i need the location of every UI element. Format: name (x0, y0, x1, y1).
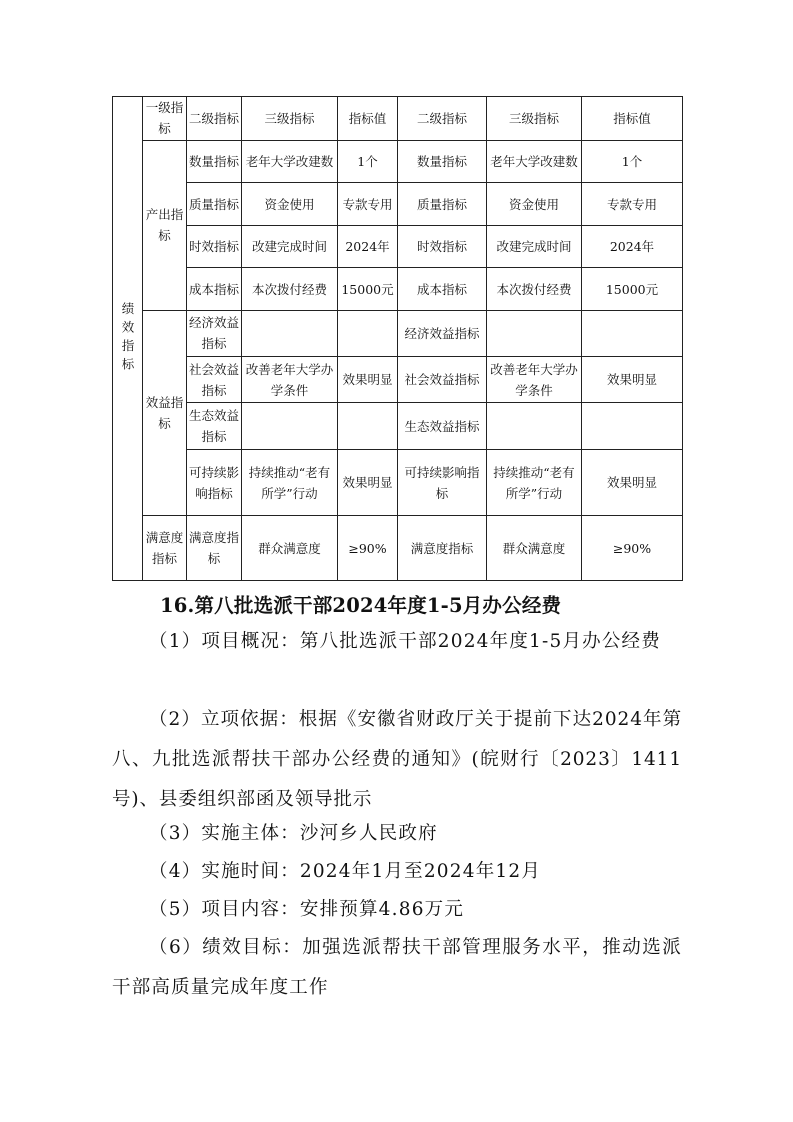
table-row (113, 311, 683, 357)
implementing-body-paragraph: （3）实施主体：沙河乡人民政府 (149, 823, 438, 844)
table-cell: 时效指标 (187, 225, 242, 268)
table-cell: 改建完成时间 (242, 225, 338, 268)
table-header-row (113, 97, 683, 141)
table-cell (582, 311, 683, 357)
table-cell (242, 403, 338, 450)
table-cell: 群众满意度 (242, 516, 338, 581)
table-cell: 效果明显 (582, 450, 683, 516)
header-cell: 三级指标 (487, 97, 582, 141)
table-cell (582, 403, 683, 450)
table-row (113, 140, 683, 183)
table-cell: 资金使用 (487, 183, 582, 226)
table-cell: 社会效益指标 (187, 356, 242, 403)
table-cell: ≥90% (582, 516, 683, 581)
output-indicator-group: 产出指标 (143, 140, 187, 310)
table-cell: 效果明显 (582, 356, 683, 403)
benefit-indicator-group: 效益指标 (143, 311, 187, 516)
header-cell: 二级指标 (398, 97, 487, 141)
satisfaction-indicator-group: 满意度指标 (143, 516, 187, 581)
table-cell: ≥90% (338, 516, 398, 581)
table-cell: 本次拨付经费 (242, 268, 338, 311)
table-cell: 效果明显 (338, 450, 398, 516)
table-cell: 满意度指标 (187, 516, 242, 581)
table-cell: 15000元 (582, 268, 683, 311)
table-cell: 质量指标 (187, 183, 242, 226)
table-cell: 群众满意度 (487, 516, 582, 581)
table-cell: 资金使用 (242, 183, 338, 226)
table-row (113, 450, 683, 516)
table-row (113, 516, 683, 581)
table-cell: 经济效益指标 (187, 311, 242, 357)
table-cell: 持续推动“老有所学”行动 (487, 450, 582, 516)
table-cell: 生态效益指标 (398, 403, 487, 450)
table-cell: 成本指标 (187, 268, 242, 311)
project-overview-paragraph: （1）项目概况：第八批选派干部2024年度1-5月办公经费 (149, 631, 661, 652)
table-row (113, 183, 683, 226)
table-cell: 持续推动“老有所学”行动 (242, 450, 338, 516)
table-cell: 1个 (582, 140, 683, 183)
performance-indicator-table (112, 96, 683, 581)
header-cell: 二级指标 (187, 97, 242, 141)
table-cell: 社会效益指标 (398, 356, 487, 403)
table-cell: 数量指标 (398, 140, 487, 183)
table-cell: 数量指标 (187, 140, 242, 183)
table-cell: 2024年 (338, 225, 398, 268)
performance-goal-paragraph: （6）绩效目标：加强选派帮扶干部管理服务水平，推动选派干部高质量完成年度工作 (112, 937, 682, 998)
table-cell: 2024年 (582, 225, 683, 268)
table-cell (338, 403, 398, 450)
table-cell (487, 403, 582, 450)
table-row (113, 268, 683, 311)
table-cell: 经济效益指标 (398, 311, 487, 357)
performance-indicator-label: 绩效指标 (113, 97, 143, 581)
table-cell (338, 311, 398, 357)
table-cell: 专款专用 (338, 183, 398, 226)
table-cell: 可持续影响指标 (187, 450, 242, 516)
table-cell: 15000元 (338, 268, 398, 311)
table-cell: 效果明显 (338, 356, 398, 403)
table-cell: 可持续影响指标 (398, 450, 487, 516)
table-row (113, 356, 683, 403)
table-cell: 老年大学改建数 (487, 140, 582, 183)
table-cell: 本次拨付经费 (487, 268, 582, 311)
table-row (113, 225, 683, 268)
project-basis-paragraph: （2）立项依据：根据《安徽省财政厅关于提前下达2024年第八、九批选派帮扶干部办公经费的通知》(皖财行〔2023〕1411号)、县委组织部函及领导批示 (112, 709, 682, 810)
table-cell: 1个 (338, 140, 398, 183)
table-row (113, 403, 683, 450)
table-cell: 老年大学改建数 (242, 140, 338, 183)
table-cell: 改善老年大学办学条件 (242, 356, 338, 403)
header-cell: 指标值 (582, 97, 683, 141)
table-cell: 质量指标 (398, 183, 487, 226)
table-cell: 专款专用 (582, 183, 683, 226)
table-cell: 生态效益指标 (187, 403, 242, 450)
table-cell: 改善老年大学办学条件 (487, 356, 582, 403)
header-cell: 指标值 (338, 97, 398, 141)
table-cell: 成本指标 (398, 268, 487, 311)
header-cell: 一级指标 (143, 97, 187, 141)
table-cell (242, 311, 338, 357)
table-cell: 时效指标 (398, 225, 487, 268)
table-cell: 改建完成时间 (487, 225, 582, 268)
table-cell (487, 311, 582, 357)
table-cell: 满意度指标 (398, 516, 487, 581)
header-cell: 三级指标 (242, 97, 338, 141)
project-content-paragraph: （5）项目内容：安排预算4.86万元 (149, 899, 465, 920)
implementation-period-paragraph: （4）实施时间：2024年1月至2024年12月 (149, 861, 542, 882)
section-title: 16.第八批选派干部2024年度1-5月办公经费 (160, 594, 562, 617)
